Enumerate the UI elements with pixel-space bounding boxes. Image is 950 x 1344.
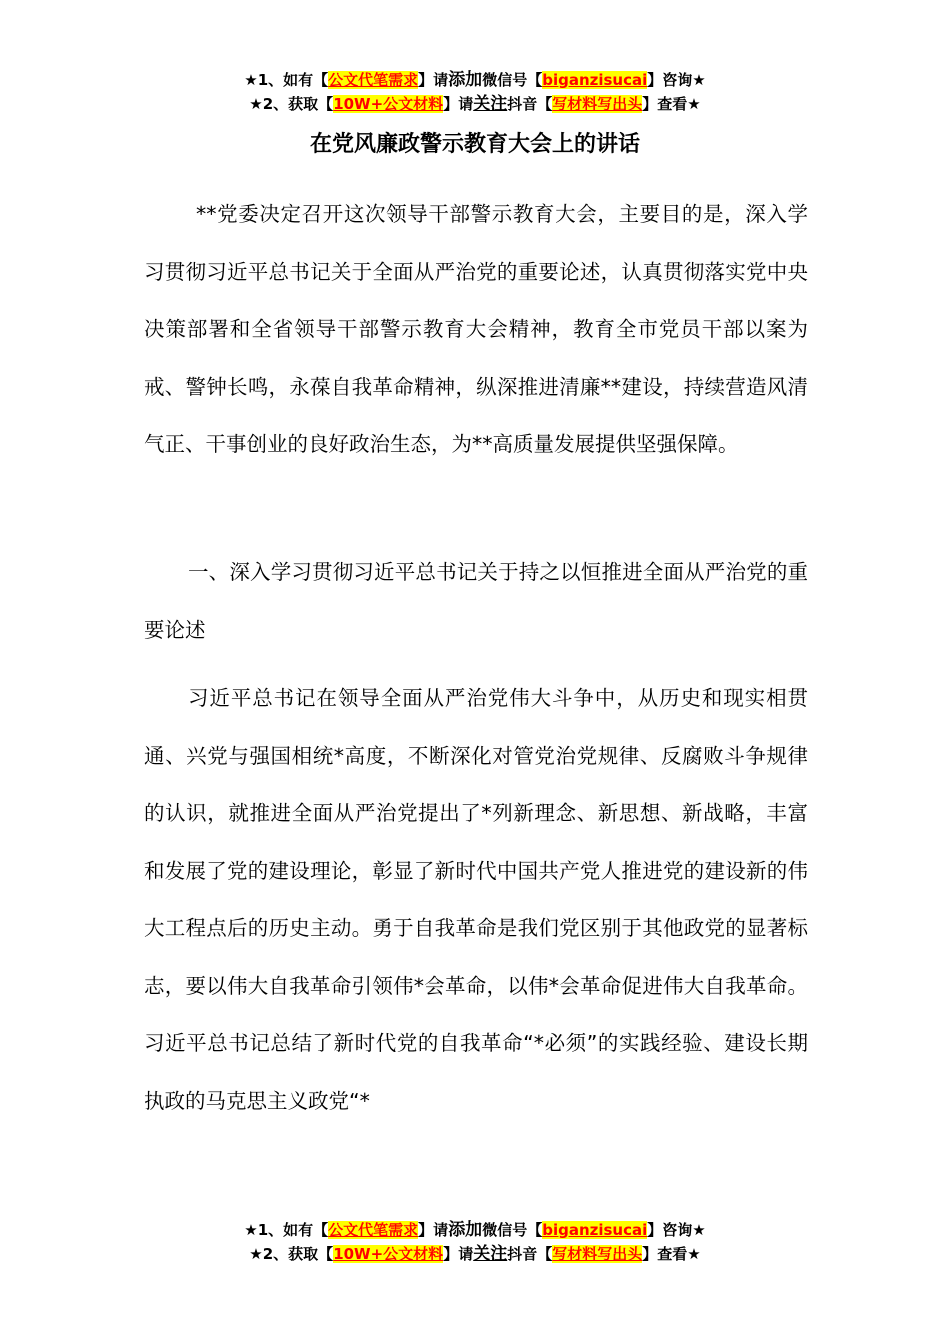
footer-banner (0, 1218, 950, 1266)
section-heading-1: 一、深入学习贯彻习近平总书记关于持之以恒推进全面从严治党的重要论述 (144, 560, 808, 642)
banner-emphasis-add: 添加 (448, 1220, 483, 1240)
banner-text: 抖音【 (507, 1245, 553, 1263)
banner-text: ★1、如有【 (244, 71, 329, 89)
banner-text: 】请 (443, 1245, 474, 1263)
banner-text: 微信号【 (482, 71, 543, 89)
banner-text: 】咨询★ (647, 1221, 706, 1239)
banner-line-2 (0, 92, 950, 116)
banner-highlight-materials: 10W+公文材料 (333, 95, 444, 113)
banner-text: 】请 (418, 1221, 449, 1239)
banner-line-2 (0, 1242, 950, 1266)
banner-emphasis-follow: 关注 (473, 94, 508, 114)
banner-text: 】请 (443, 95, 474, 113)
banner-douyin-account: 写材料写出头 (552, 95, 643, 113)
paragraph-intro: **党委决定召开这次领导干部警示教育大会，主要目的是，深入学习贯彻习近平总书记关于全面从严治党的重要论述，认真贯彻落实党中央决策部署和全省领导干部警示教育大会精神，教育全市党员干部以案为戒、警钟长鸣，永葆自我革命精神，纵深推进清廉**建设，持续营造风清气正、干事创业的良好政治生态，为**高质量发展提供坚强保障。 (144, 202, 808, 456)
banner-text: 】请 (418, 71, 449, 89)
banner-text: ★1、如有【 (244, 1221, 329, 1239)
banner-text: 】查看★ (642, 1245, 701, 1263)
banner-highlight-materials: 10W+公文材料 (333, 1245, 444, 1263)
banner-text: ★2、获取【 (249, 95, 334, 113)
banner-wechat-id: biganzisucai (542, 71, 648, 89)
banner-wechat-id: biganzisucai (542, 1221, 648, 1239)
document-title: 在党风廉政警示教育大会上的讲话 (309, 132, 640, 157)
banner-highlight-service: 公文代笔需求 (328, 71, 419, 89)
banner-text: 抖音【 (507, 95, 553, 113)
banner-emphasis-follow: 关注 (473, 1244, 508, 1264)
paragraph-body: 习近平总书记在领导全面从严治党伟大斗争中，从历史和现实相贯通、兴党与强国相统*高度，不断深化对管党治党规律、反腐败斗争规律的认识，就推进全面从严治党提出了*列新理念、新思想、新战略，丰富和发展了党的建设理论，彰显了新时代中国共产党人推进党的建设新的伟大工程点后的历史主动。勇于自我革命是我们党区别于其他政党的显著标志，要以伟大自我革命引领伟*会革命，以伟*会革命促进伟大自我革命。习近平总书记总结了新时代党的自我革命“*必须”的实践经验、建设长期执政的马克思主义政党“* (144, 686, 808, 1113)
banner-text: 微信号【 (482, 1221, 543, 1239)
banner-highlight-service: 公文代笔需求 (328, 1221, 419, 1239)
banner-text: ★2、获取【 (249, 1245, 334, 1263)
header-banner (0, 68, 950, 116)
banner-line-1 (0, 1218, 950, 1242)
banner-emphasis-add: 添加 (448, 70, 483, 90)
banner-line-1 (0, 68, 950, 92)
banner-text: 】咨询★ (647, 71, 706, 89)
banner-text: 】查看★ (642, 95, 701, 113)
banner-douyin-account: 写材料写出头 (552, 1245, 643, 1263)
